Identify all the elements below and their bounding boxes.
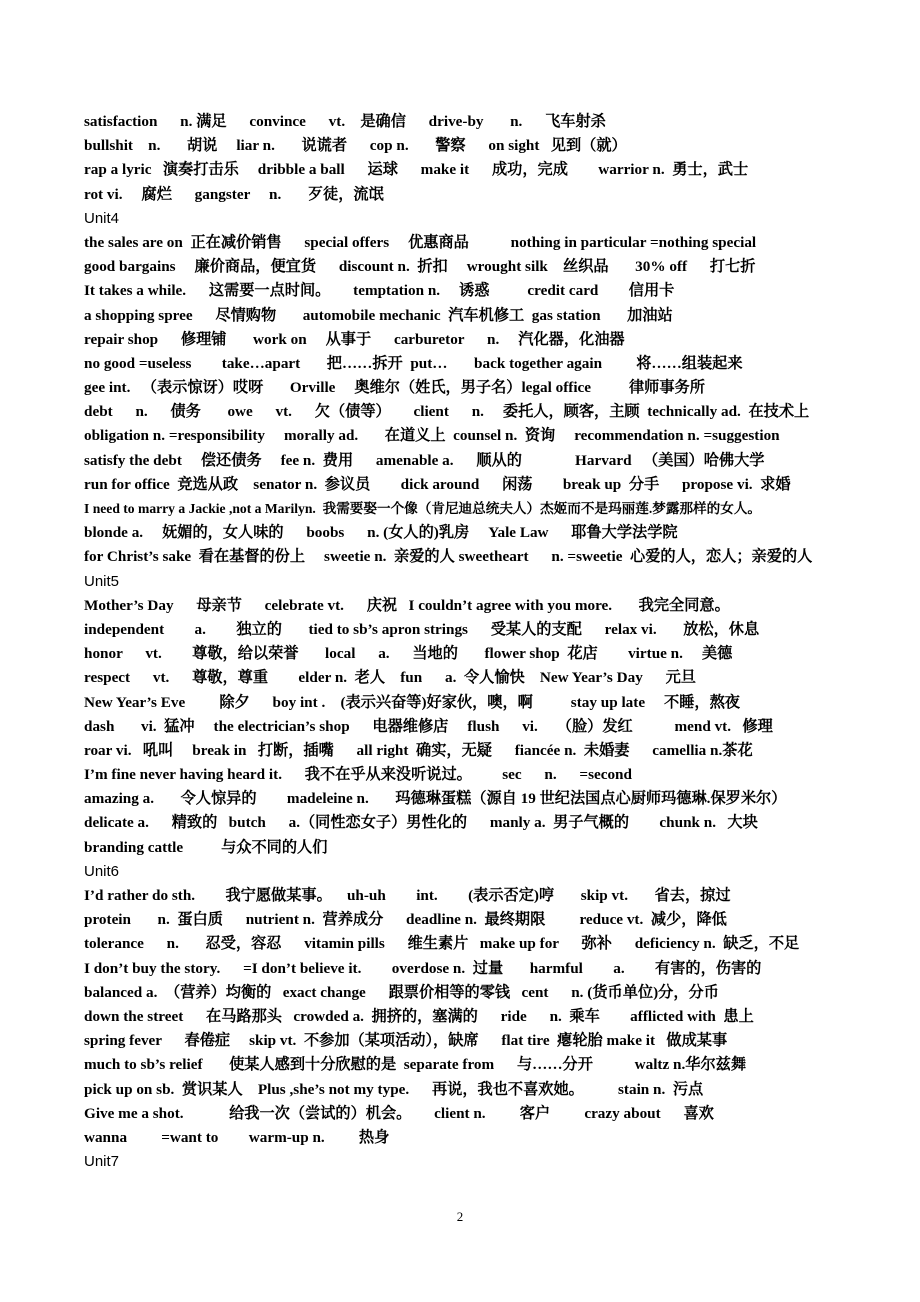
- unit-heading: Unit5: [84, 572, 120, 590]
- vocab-line: protein n. 蛋白质 nutrient n. 营养成分 deadline n. 最终期限 reduce vt. 减少，降低: [84, 911, 727, 929]
- vocab-line: amazing a. 令人惊异的 madeleine n. 玛德琳蛋糕（源自 19 世纪法国点心厨师玛德琳.保罗米尔）: [84, 790, 787, 808]
- vocab-line: It takes a while. 这需要一点时间。 temptation n. 诱惑 credit card 信用卡: [84, 282, 675, 300]
- document-page: [84, 110, 884, 1174]
- page-number: 2: [456, 1209, 464, 1224]
- vocab-line: bullshit n. 胡说 liar n. 说谎者 cop n. 警察 on sight 见到（就）: [84, 137, 627, 155]
- vocab-line: obligation n. =responsibility morally ad. 在道义上 counsel n. 资询 recommendation n. =suggestion: [84, 427, 780, 445]
- vocab-line: a shopping spree 尽情购物 automobile mechanic 汽车机修工 gas station 加油站: [84, 306, 673, 324]
- vocab-line: spring fever 春倦症 skip vt. 不参加（某项活动），缺席 flat tire 瘪轮胎 make it 做成某事: [84, 1032, 728, 1050]
- vocab-line: rap a lyric 演奏打击乐 dribble a ball 运球 make it 成功，完成 warrior n. 勇士，武士: [84, 161, 749, 179]
- vocab-line: satisfy the debt 偿还债务 fee n. 费用 amenable a. 顺从的 Harvard （美国）哈佛大学: [84, 451, 765, 469]
- vocab-line: satisfaction n. 满足 convince vt. 是确信 drive-by n. 飞车射杀: [84, 113, 606, 130]
- vocab-line: respect vt. 尊敬，尊重 elder n. 老人 fun a. 令人愉快 New Year’s Day 元旦: [84, 669, 696, 687]
- vocab-line: repair shop 修理铺 work on 从事于 carburetor n. 汽化器，化油器: [84, 330, 625, 348]
- vocab-line: New Year’s Eve 除夕 boy int . (表示兴奋等)好家伙，噢，啊 stay up late 不睡，熬夜: [84, 693, 740, 711]
- vocab-line: debt n. 债务 owe vt. 欠（债等） client n. 委托人，顾客，主顾 technically ad. 在技术上: [84, 403, 810, 421]
- unit-heading: Unit7: [84, 1153, 120, 1171]
- unit-heading: Unit6: [84, 862, 120, 880]
- unit-heading: Unit4: [84, 209, 120, 227]
- vocab-line: I don’t buy the story. =I don’t believe it. overdose n. 过量 harmful a. 有害的，伤害的: [84, 959, 762, 977]
- vocab-line: no good =useless take…apart 把……拆开 put… back together again 将……组装起来: [84, 354, 743, 372]
- vocab-line: tolerance n. 忍受，容忍 vitamin pills 维生素片 make up for 弥补 deficiency n. 缺乏，不足: [84, 935, 800, 953]
- vocab-line: rot vi. 腐烂 gangster n. 歹徒，流氓: [84, 185, 384, 203]
- vocab-line: I’d rather do sth. 我宁愿做某事。 uh-uh int. (表示否定)哼 skip vt. 省去，掠过: [84, 887, 731, 904]
- vocab-line: I need to marry a Jackie ,not a Marilyn. 我需要娶一个像（肯尼迪总统夫人）杰姬而不是玛丽莲.梦露那样的女人。: [84, 501, 762, 516]
- vocab-line: independent a. 独立的 tied to sb’s apron strings 受某人的支配 relax vi. 放松，休息: [84, 620, 760, 638]
- vocab-line: blonde a. 妩媚的，女人味的 boobs n. (女人的)乳房 Yale Law 耶鲁大学法学院: [84, 524, 678, 542]
- vocab-line: Give me a shot. 给我一次（尝试的）机会。 client n. 客户 crazy about 喜欢: [84, 1104, 714, 1122]
- vocab-line: good bargains 廉价商品，便宜货 discount n. 折扣 wrought silk 丝织品 30% off 打七折: [84, 258, 756, 276]
- vocab-line: gee int. （表示惊讶）哎呀 Orville 奥维尔（姓氏，男子名）legal office 律师事务所: [84, 379, 705, 397]
- vocab-line: dash vi. 猛冲 the electrician’s shop 电器维修店 flush vi. （脸）发红 mend vt. 修理: [84, 717, 773, 735]
- vocab-line: the sales are on 正在减价销售 special offers 优惠商品 nothing in particular =nothing special: [84, 233, 757, 251]
- vocab-line: branding cattle 与众不同的人们: [84, 838, 328, 856]
- vocab-line: balanced a. （营养）均衡的 exact change 跟票价相等的零钱 cent n. (货币单位)分，分币: [84, 983, 719, 1001]
- vocab-line: Mother’s Day 母亲节 celebrate vt. 庆祝 I couldn’t agree with you more. 我完全同意。: [84, 596, 730, 614]
- vocab-line: much to sb’s relief 使某人感到十分欣慰的是 separate from 与……分开 waltz n.华尔兹舞: [84, 1056, 747, 1074]
- vocab-line: I’m fine never having heard it. 我不在乎从来没听说过。 sec n. =second: [84, 766, 632, 784]
- vocab-line: down the street 在马路那头 crowded a. 拥挤的，塞满的 ride n. 乘车 afflicted with 患上: [84, 1007, 754, 1025]
- vocab-line: honor vt. 尊敬，给以荣誉 local a. 当地的 flower shop 花店 virtue n. 美德: [84, 645, 733, 663]
- vocab-line: for Christ’s sake 看在基督的份上 sweetie n. 亲爱的人 sweetheart n. =sweetie 心爱的人，恋人；亲爱的人: [84, 548, 813, 566]
- vocab-line: wanna =want to warm-up n. 热身: [84, 1128, 390, 1146]
- vocab-line: pick up on sb. 赏识某人 Plus ,she’s not my type. 再说，我也不喜欢她。 stain n. 污点: [84, 1080, 704, 1098]
- vocab-line: roar vi. 吼叫 break in 打断，插嘴 all right 确实，无疑 fiancée n. 未婚妻 camellia n.茶花: [84, 741, 753, 759]
- vocab-line: delicate a. 精致的 butch a.（同性恋女子）男性化的 manly a. 男子气概的 chunk n. 大块: [84, 814, 758, 832]
- vocab-line: run for office 竞选从政 senator n. 参议员 dick around 闲荡 break up 分手 propose vi. 求婚: [84, 475, 791, 493]
